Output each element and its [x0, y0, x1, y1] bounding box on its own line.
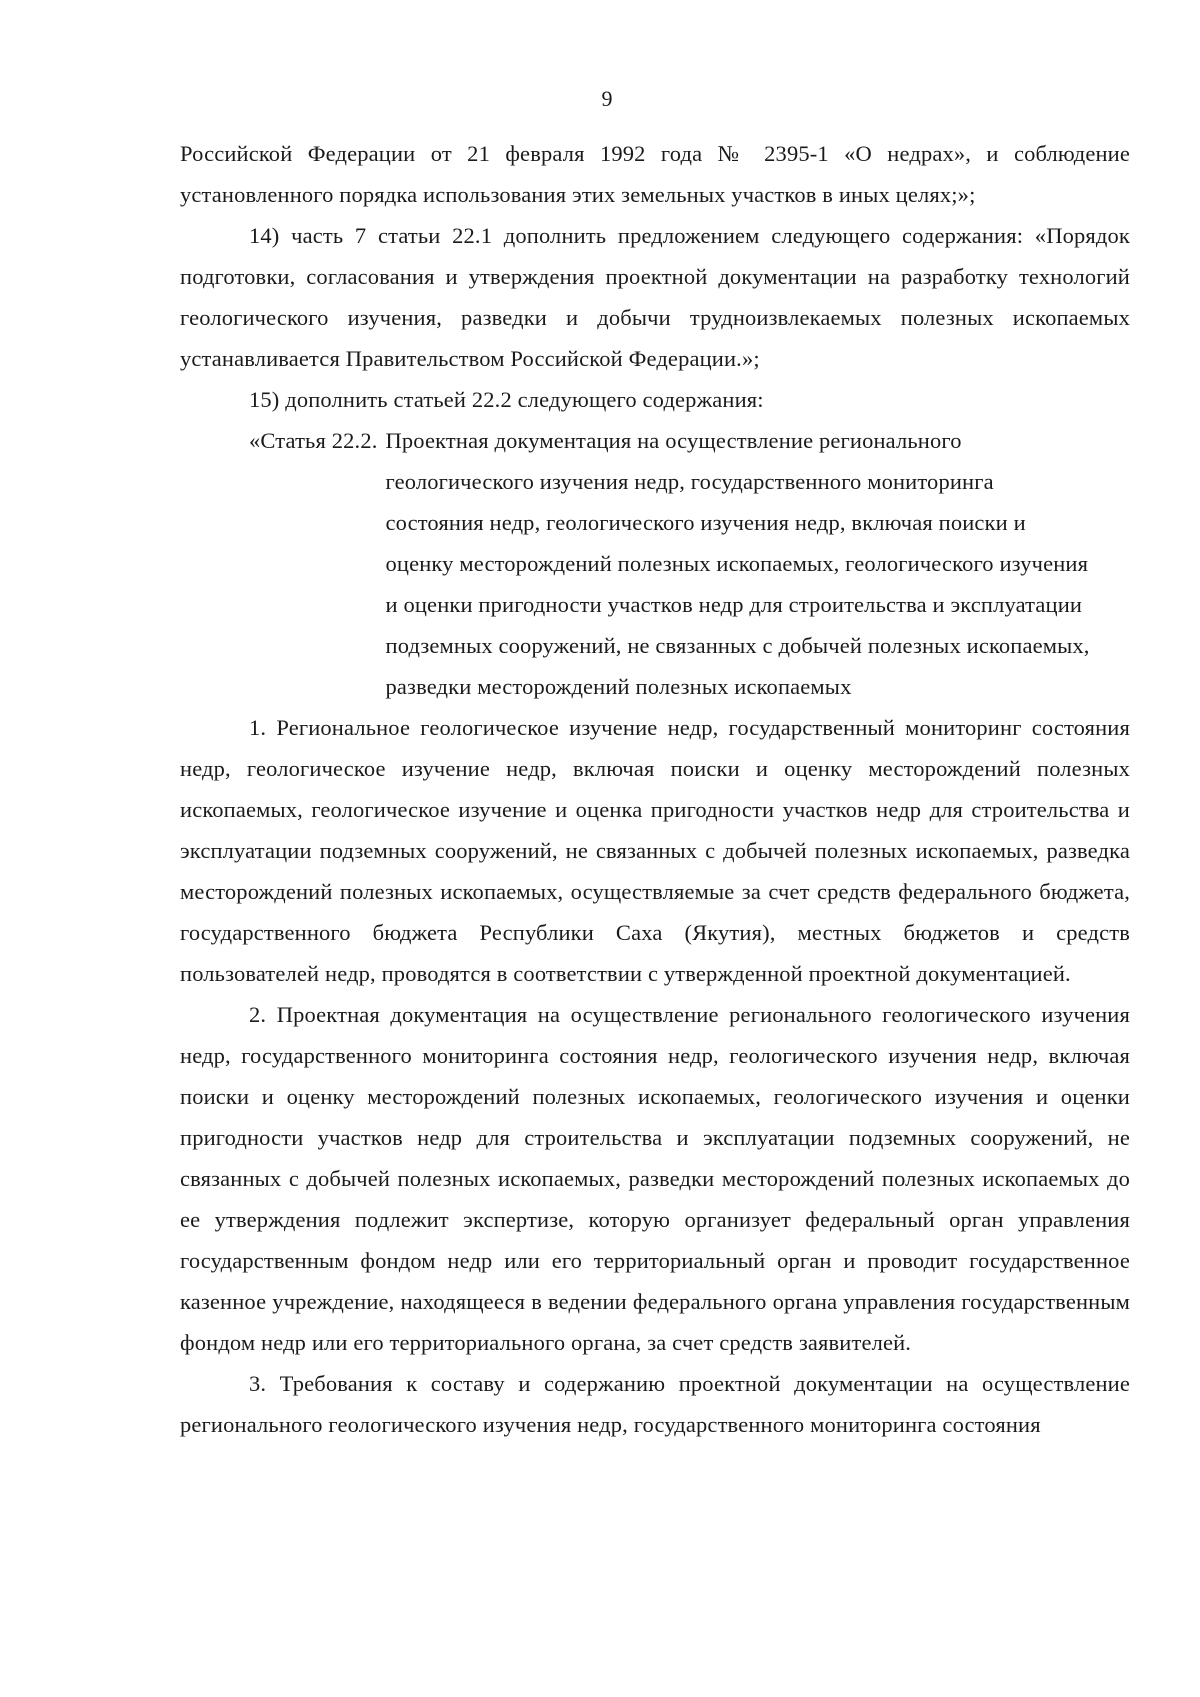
article-label: «Статья 22.2.	[249, 428, 378, 453]
article-title-rest: геологического изучения недр, государственного мониторинга состояния недр, геологического изучения недр, включая поиски и оценку месторождений полезных ископаемых, геологического изучения и оценки пригодности участков недр для строительства и эксплуатации подземных сооружений, не связанных с добычей полезных ископаемых, разведки месторождений полезных ископаемых	[385, 469, 1090, 699]
article-title-first-line: Проектная документация на осуществление регионального	[385, 428, 962, 453]
article-heading	[180, 420, 1130, 707]
paragraph-clause-2: 2. Проектная документация на осуществление регионального геологического изучения недр, государственного мониторинга состояния недр, геологического изучения недр, включая поиски и оценку месторождений полезных ископаемых, геологического изучения и оценки пригодности участков недр для строительства и эксплуатации подземных сооружений, не связанных с добычей полезных ископаемых, разведки месторождений полезных ископаемых до ее утверждения подлежит экспертизе, которую организует федеральный орган управления государственным фондом недр или его территориальный орган и проводит государственное казенное учреждение, находящееся в ведении федерального органа управления государственным фондом недр или его территориального органа, за счет средств заявителей.	[180, 1002, 1130, 1355]
document-body	[180, 133, 1130, 1445]
paragraph-clause-1: 1. Региональное геологическое изучение недр, государственный мониторинг состояния недр, геологическое изучение недр, включая поиски и оценку месторождений полезных ископаемых, геологическое изучение и оценка пригодности участков недр для строительства и эксплуатации подземных сооружений, не связанных с добычей полезных ископаемых, разведка месторождений полезных ископаемых, осуществляемые за счет средств федерального бюджета, государственного бюджета Республики Саха (Якутия), местных бюджетов и средств пользователей недр, проводятся в соответствии с утвержденной проектной документацией.	[180, 715, 1130, 986]
page-number: 9	[601, 86, 613, 111]
paragraph-item-14: 14) часть 7 статьи 22.1 дополнить предложением следующего содержания: «Порядок подготовки, согласования и утверждения проектной документации на разработку технологий геологического изучения, разведки и добычи трудноизвлекаемых полезных ископаемых устанавливается Правительством Российской Федерации.»;	[180, 223, 1130, 371]
paragraph-continuation: Российской Федерации от 21 февраля 1992 года № 2395-1 «О недрах», и соблюдение установленного порядка использования этих земельных участков в иных целях;»;	[180, 141, 1130, 207]
paragraph-item-15: 15) дополнить статьей 22.2 следующего содержания:	[249, 387, 764, 412]
paragraph-clause-3: 3. Требования к составу и содержанию проектной документации на осуществление регионального геологического изучения недр, государственного мониторинга состояния	[180, 1371, 1130, 1437]
article-title	[386, 420, 1096, 707]
